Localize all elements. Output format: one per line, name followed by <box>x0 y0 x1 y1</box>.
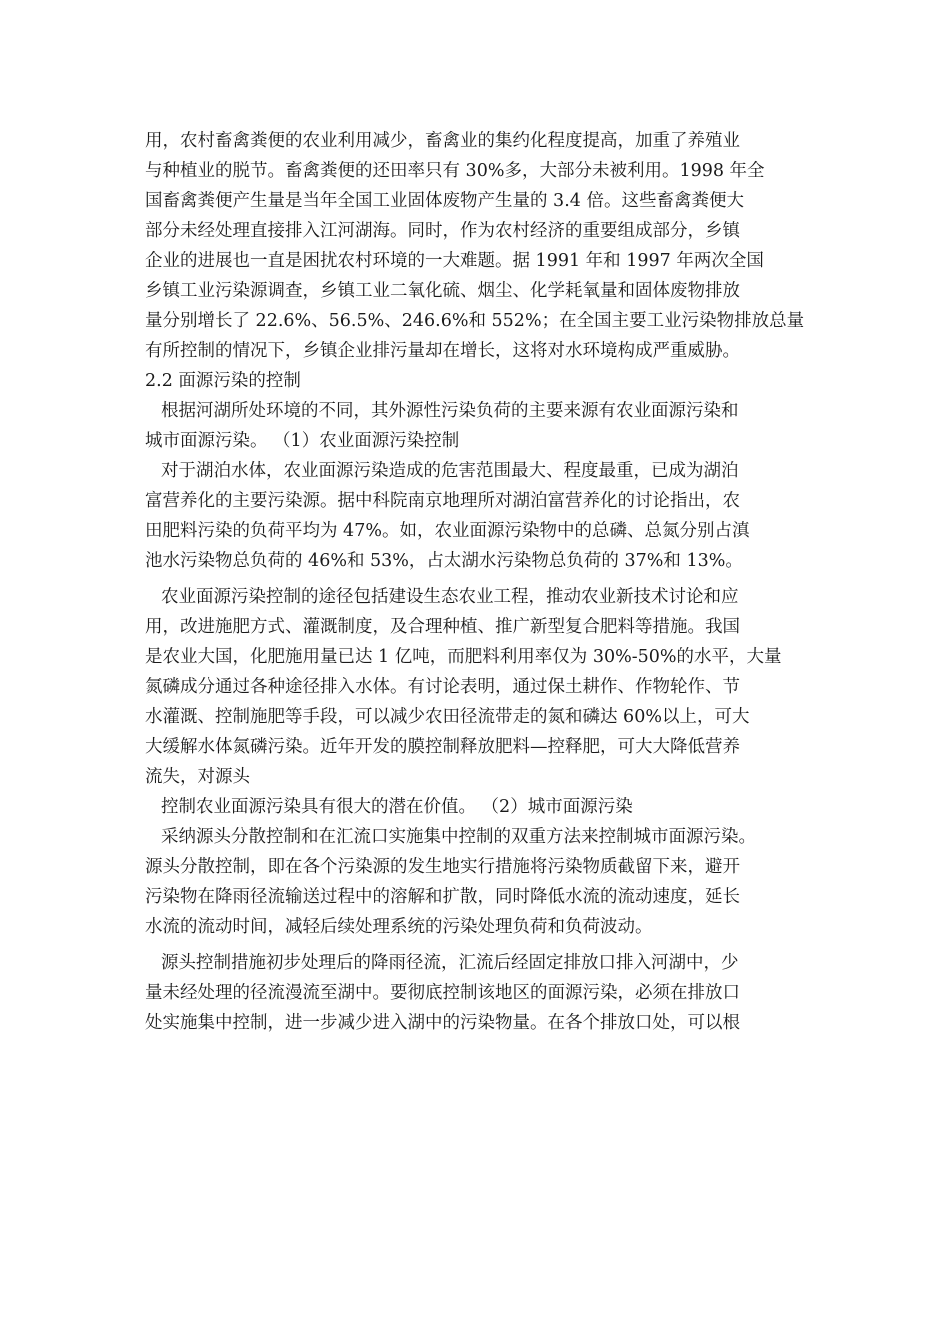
text-line: 氮磷成分通过各种途径排入水体。有讨论表明，通过保土耕作、作物轮作、节 <box>145 677 740 697</box>
text-line: 农业面源污染控制的途径包括建设生态农业工程，推动农业新技术讨论和应 <box>161 587 739 607</box>
text-line: 用，农村畜禽粪便的农业利用减少，畜禽业的集约化程度提高，加重了养殖业 <box>145 131 740 151</box>
text-line: 用，改进施肥方式、灌溉制度，及合理种植、推广新型复合肥料等措施。我国 <box>145 617 740 637</box>
text-line: 源头分散控制，即在各个污染源的发生地实行措施将污染物质截留下来，避开 <box>145 857 740 877</box>
text-line: 水流的流动时间，减轻后续处理系统的污染处理负荷和负荷波动。 <box>145 917 653 937</box>
text-line: 量分别增长了 22.6%、56.5%、246.6%和 552%；在全国主要工业污染物排放总量 <box>145 311 805 331</box>
text-line: 处实施集中控制，进一步减少进入湖中的污染物量。在各个排放口处，可以根 <box>145 1013 740 1033</box>
text-line: 与种植业的脱节。畜禽粪便的还田率只有 30%多，大部分未被利用。1998 年全 <box>145 161 765 181</box>
text-line: 污染物在降雨径流输送过程中的溶解和扩散，同时降低水流的流动速度，延长 <box>145 887 740 907</box>
text-line: 乡镇工业污染源调查，乡镇工业二氧化硫、烟尘、化学耗氧量和固体废物排放 <box>145 281 740 301</box>
text-line: 大缓解水体氮磷污染。近年开发的膜控制释放肥料—控释肥，可大大降低营养 <box>145 737 740 757</box>
text-line: 富营养化的主要污染源。据中科院南京地理所对湖泊富营养化的讨论指出，农 <box>145 491 740 511</box>
text-line: 国畜禽粪便产生量是当年全国工业固体废物产生量的 3.4 倍。这些畜禽粪便大 <box>145 191 744 211</box>
text-line: 采纳源头分散控制和在汇流口实施集中控制的双重方法来控制城市面源污染。 <box>161 827 756 847</box>
body-text <box>145 126 810 1038</box>
text-line: 水灌溉、控制施肥等手段，可以减少农田径流带走的氮和磷达 60%以上，可大 <box>145 707 750 727</box>
text-line: 根据河湖所处环境的不同，其外源性污染负荷的主要来源有农业面源污染和 <box>161 401 739 421</box>
text-line: 控制农业面源污染具有很大的潜在价值。 （2）城市面源污染 <box>161 797 633 817</box>
section-heading: 2.2 面源污染的控制 <box>145 371 301 391</box>
text-line: 企业的进展也一直是困扰农村环境的一大难题。据 1991 年和 1997 年两次全国 <box>145 251 764 271</box>
text-line: 流失，对源头 <box>145 767 250 787</box>
text-line: 池水污染物总负荷的 46%和 53%，占太湖水污染物总负荷的 37%和 13%。 <box>145 551 743 571</box>
text-line: 是农业大国，化肥施用量已达 1 亿吨，而肥料利用率仅为 30%-50%的水平，大量 <box>145 647 782 667</box>
text-line: 对于湖泊水体，农业面源污染造成的危害范围最大、程度最重，已成为湖泊 <box>161 461 739 481</box>
text-line: 量未经处理的径流漫流至湖中。要彻底控制该地区的面源污染，必须在排放口 <box>145 983 740 1003</box>
text-line: 有所控制的情况下，乡镇企业排污量却在增长，这将对水环境构成严重威胁。 <box>145 341 740 361</box>
text-line: 源头控制措施初步处理后的降雨径流，汇流后经固定排放口排入河湖中，少 <box>161 953 739 973</box>
text-line: 田肥料污染的负荷平均为 47%。如，农业面源污染物中的总磷、总氮分别占滇 <box>145 521 750 541</box>
text-line: 城市面源污染。 （1）农业面源污染控制 <box>145 431 460 451</box>
text-line: 部分未经处理直接排入江河湖海。同时，作为农村经济的重要组成部分，乡镇 <box>145 221 740 241</box>
